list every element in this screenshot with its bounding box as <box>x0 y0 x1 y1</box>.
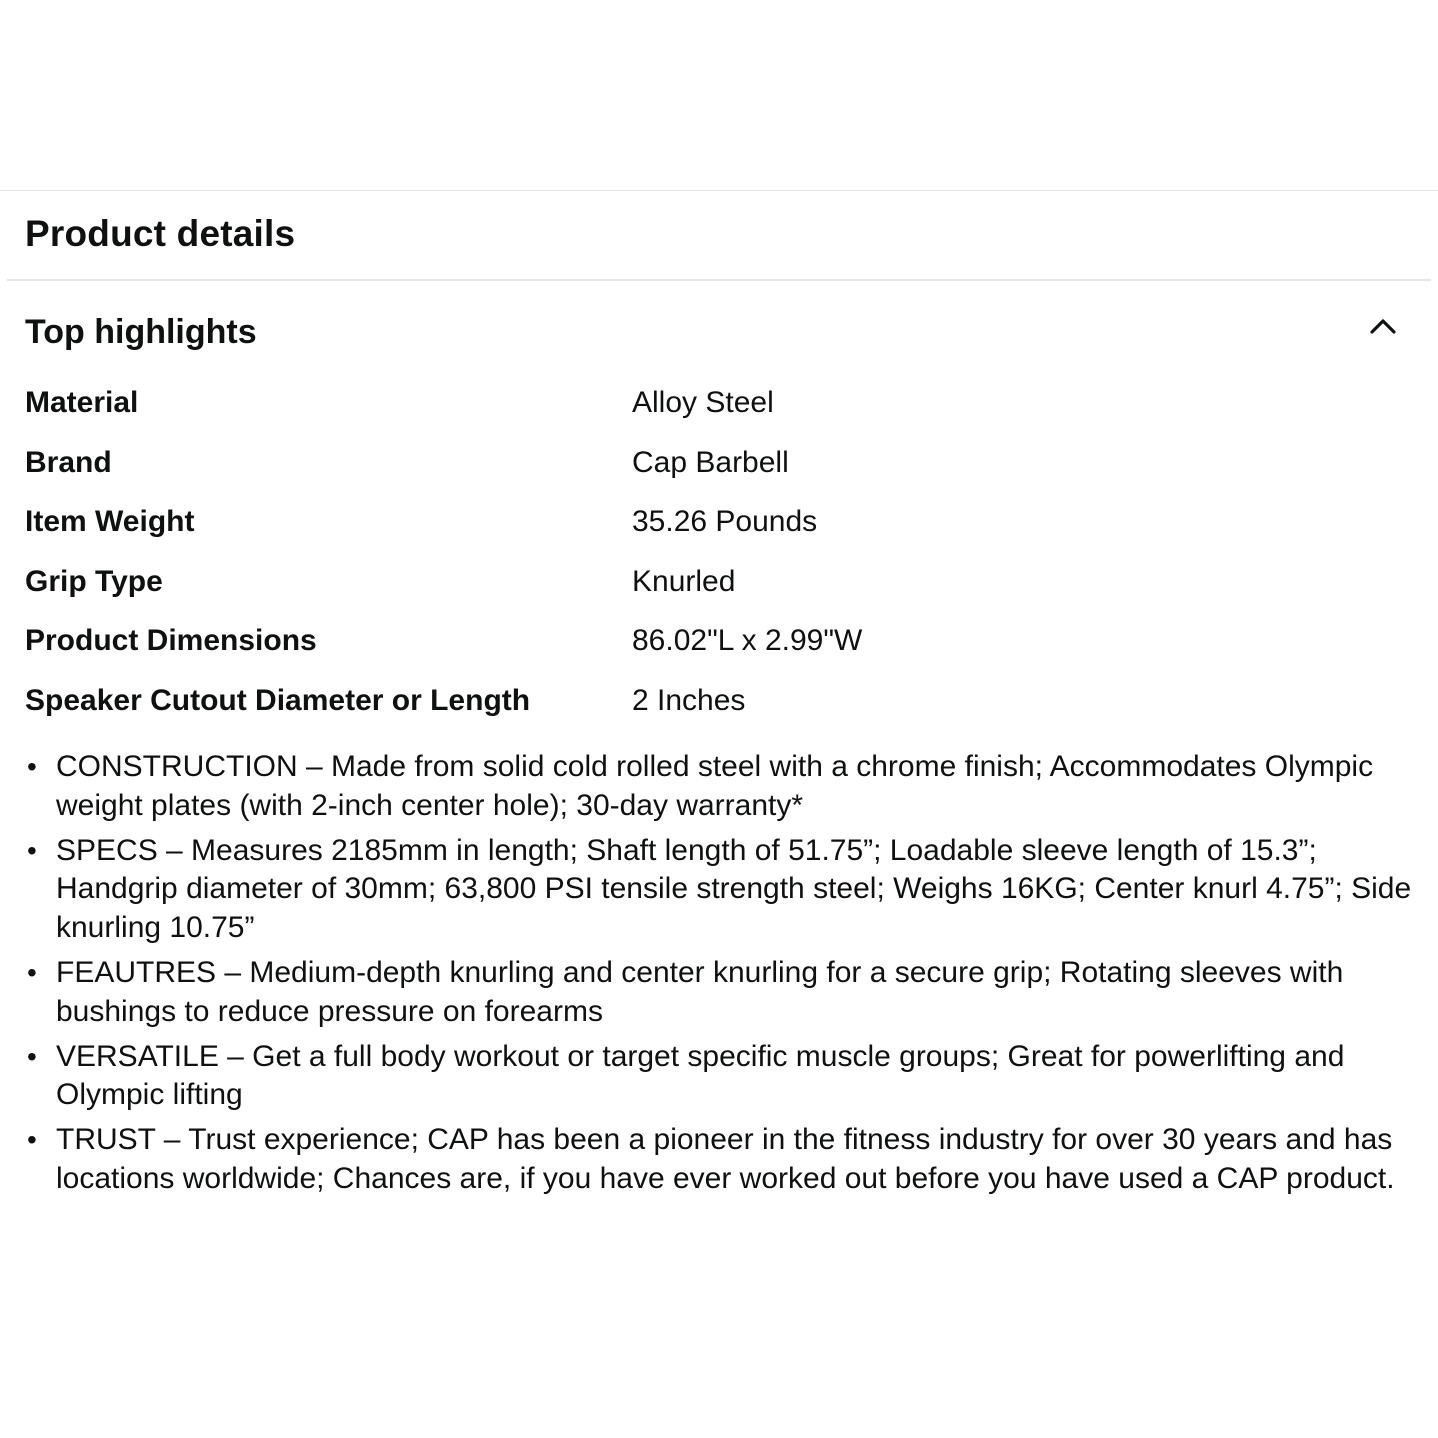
spec-row-material <box>0 383 1438 443</box>
spec-row-grip-type <box>0 562 1438 622</box>
spec-label: Product Dimensions <box>25 624 317 658</box>
spec-label: Brand <box>25 445 112 479</box>
bullet-dot-icon: • <box>27 834 37 866</box>
product-details-title: Product details <box>25 213 296 254</box>
spec-value: Cap Barbell <box>632 445 789 479</box>
spec-label: Material <box>25 386 139 419</box>
spec-label: Speaker Cutout Diameter or Length <box>25 683 531 717</box>
bullet-dot-icon: • <box>27 1040 37 1072</box>
feature-bullet <box>25 1121 1415 1198</box>
spec-table <box>0 383 1438 741</box>
feature-bullet-text: CONSTRUCTION – Made from solid cold rolled steel with a chrome finish; Accommodates Olympic weight plates (with 2-inch center hole); 30-day warranty* <box>56 750 1374 822</box>
feature-bullet <box>25 1038 1415 1115</box>
spec-label: Item Weight <box>25 505 195 539</box>
feature-bullet-list <box>25 748 1415 1205</box>
feature-bullet-text: SPECS – Measures 2185mm in length; Shaft length of 51.75”; Loadable sleeve length of 15.3”; Handgrip diameter of 30mm; 63,800 PSI tensile strength steel; Weighs 16KG; Center knurl 4.75”; Side knurling 10.75” <box>56 833 1412 944</box>
feature-bullet-text: VERSATILE – Get a full body workout or target specific muscle groups; Great for powerlifting and Olympic lifting <box>56 1039 1345 1112</box>
spec-value: Knurled <box>632 564 736 598</box>
spec-value: 2 Inches <box>632 683 746 717</box>
feature-bullet <box>25 832 1415 948</box>
spec-row-brand <box>0 443 1438 503</box>
spec-row-item-weight <box>0 502 1438 562</box>
collapse-toggle-button[interactable] <box>1366 309 1400 343</box>
feature-bullet <box>25 954 1415 1031</box>
top-blank-area <box>0 0 1438 190</box>
spec-row-product-dimensions <box>0 621 1438 681</box>
feature-bullet-text: FEAUTRES – Medium-depth knurling and center knurling for a secure grip; Rotating sleeves with bushings to reduce pressure on forearms <box>56 955 1344 1028</box>
chevron-up-icon <box>1369 317 1397 335</box>
spec-value: Alloy Steel <box>632 386 774 419</box>
feature-bullet-text: TRUST – Trust experience; CAP has been a pioneer in the fitness industry for over 30 years and has locations worldwide; Chances are, if you have ever worked out before you have used a CAP product. <box>56 1123 1395 1195</box>
feature-bullet <box>25 748 1415 825</box>
spec-value: 35.26 Pounds <box>632 505 818 539</box>
top-highlights-header[interactable] <box>0 281 1438 383</box>
spec-label: Grip Type <box>25 564 163 598</box>
bullet-dot-icon: • <box>27 956 37 988</box>
spec-value: 86.02"L x 2.99"W <box>632 624 863 658</box>
spec-row-speaker-cutout <box>0 681 1438 741</box>
bullet-dot-icon: • <box>27 751 37 782</box>
bullet-dot-icon: • <box>27 1124 37 1156</box>
top-highlights-title: Top highlights <box>25 313 257 351</box>
